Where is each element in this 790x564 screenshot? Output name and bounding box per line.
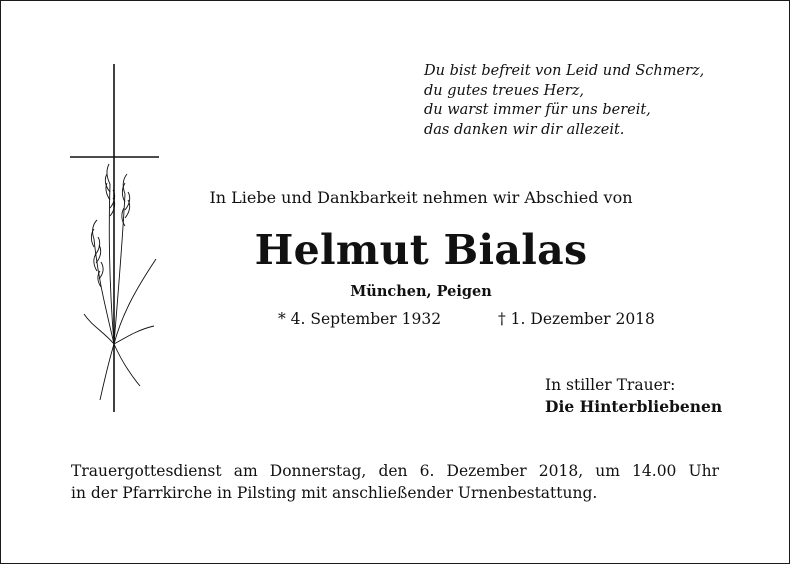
bereaved-signature: Die Hinterbliebenen [545,397,723,416]
mourning-signature [545,374,722,418]
deceased-name: Helmut Bialas [254,226,588,274]
poem-line: das danken wir dir allezeit. [424,121,625,138]
death-date: † 1. Dezember 2018 [498,310,655,328]
poem-line: Du bist befreit von Leid und Schmerz, [424,63,705,79]
poem-line: du warst immer für uns bereit, [424,102,651,118]
mourning-label: In stiller Trauer: [545,376,676,394]
birth-date: * 4. September 1932 [278,310,442,328]
poem [424,62,704,140]
service-line: in der Pfarrkirche in Pilsting mit anschließender Urnenbestattung. [71,484,598,502]
funeral-service-info [71,460,719,504]
service-line: Trauergottesdienst am Donnerstag, den 6. Dezember 2018, um 14.00 Uhr [71,462,719,480]
deceased-place: München, Peigen [350,283,492,300]
farewell-intro: In Liebe und Dankbarkeit nehmen wir Abschied von [209,188,633,207]
poem-line: du gutes treues Herz, [424,82,585,99]
